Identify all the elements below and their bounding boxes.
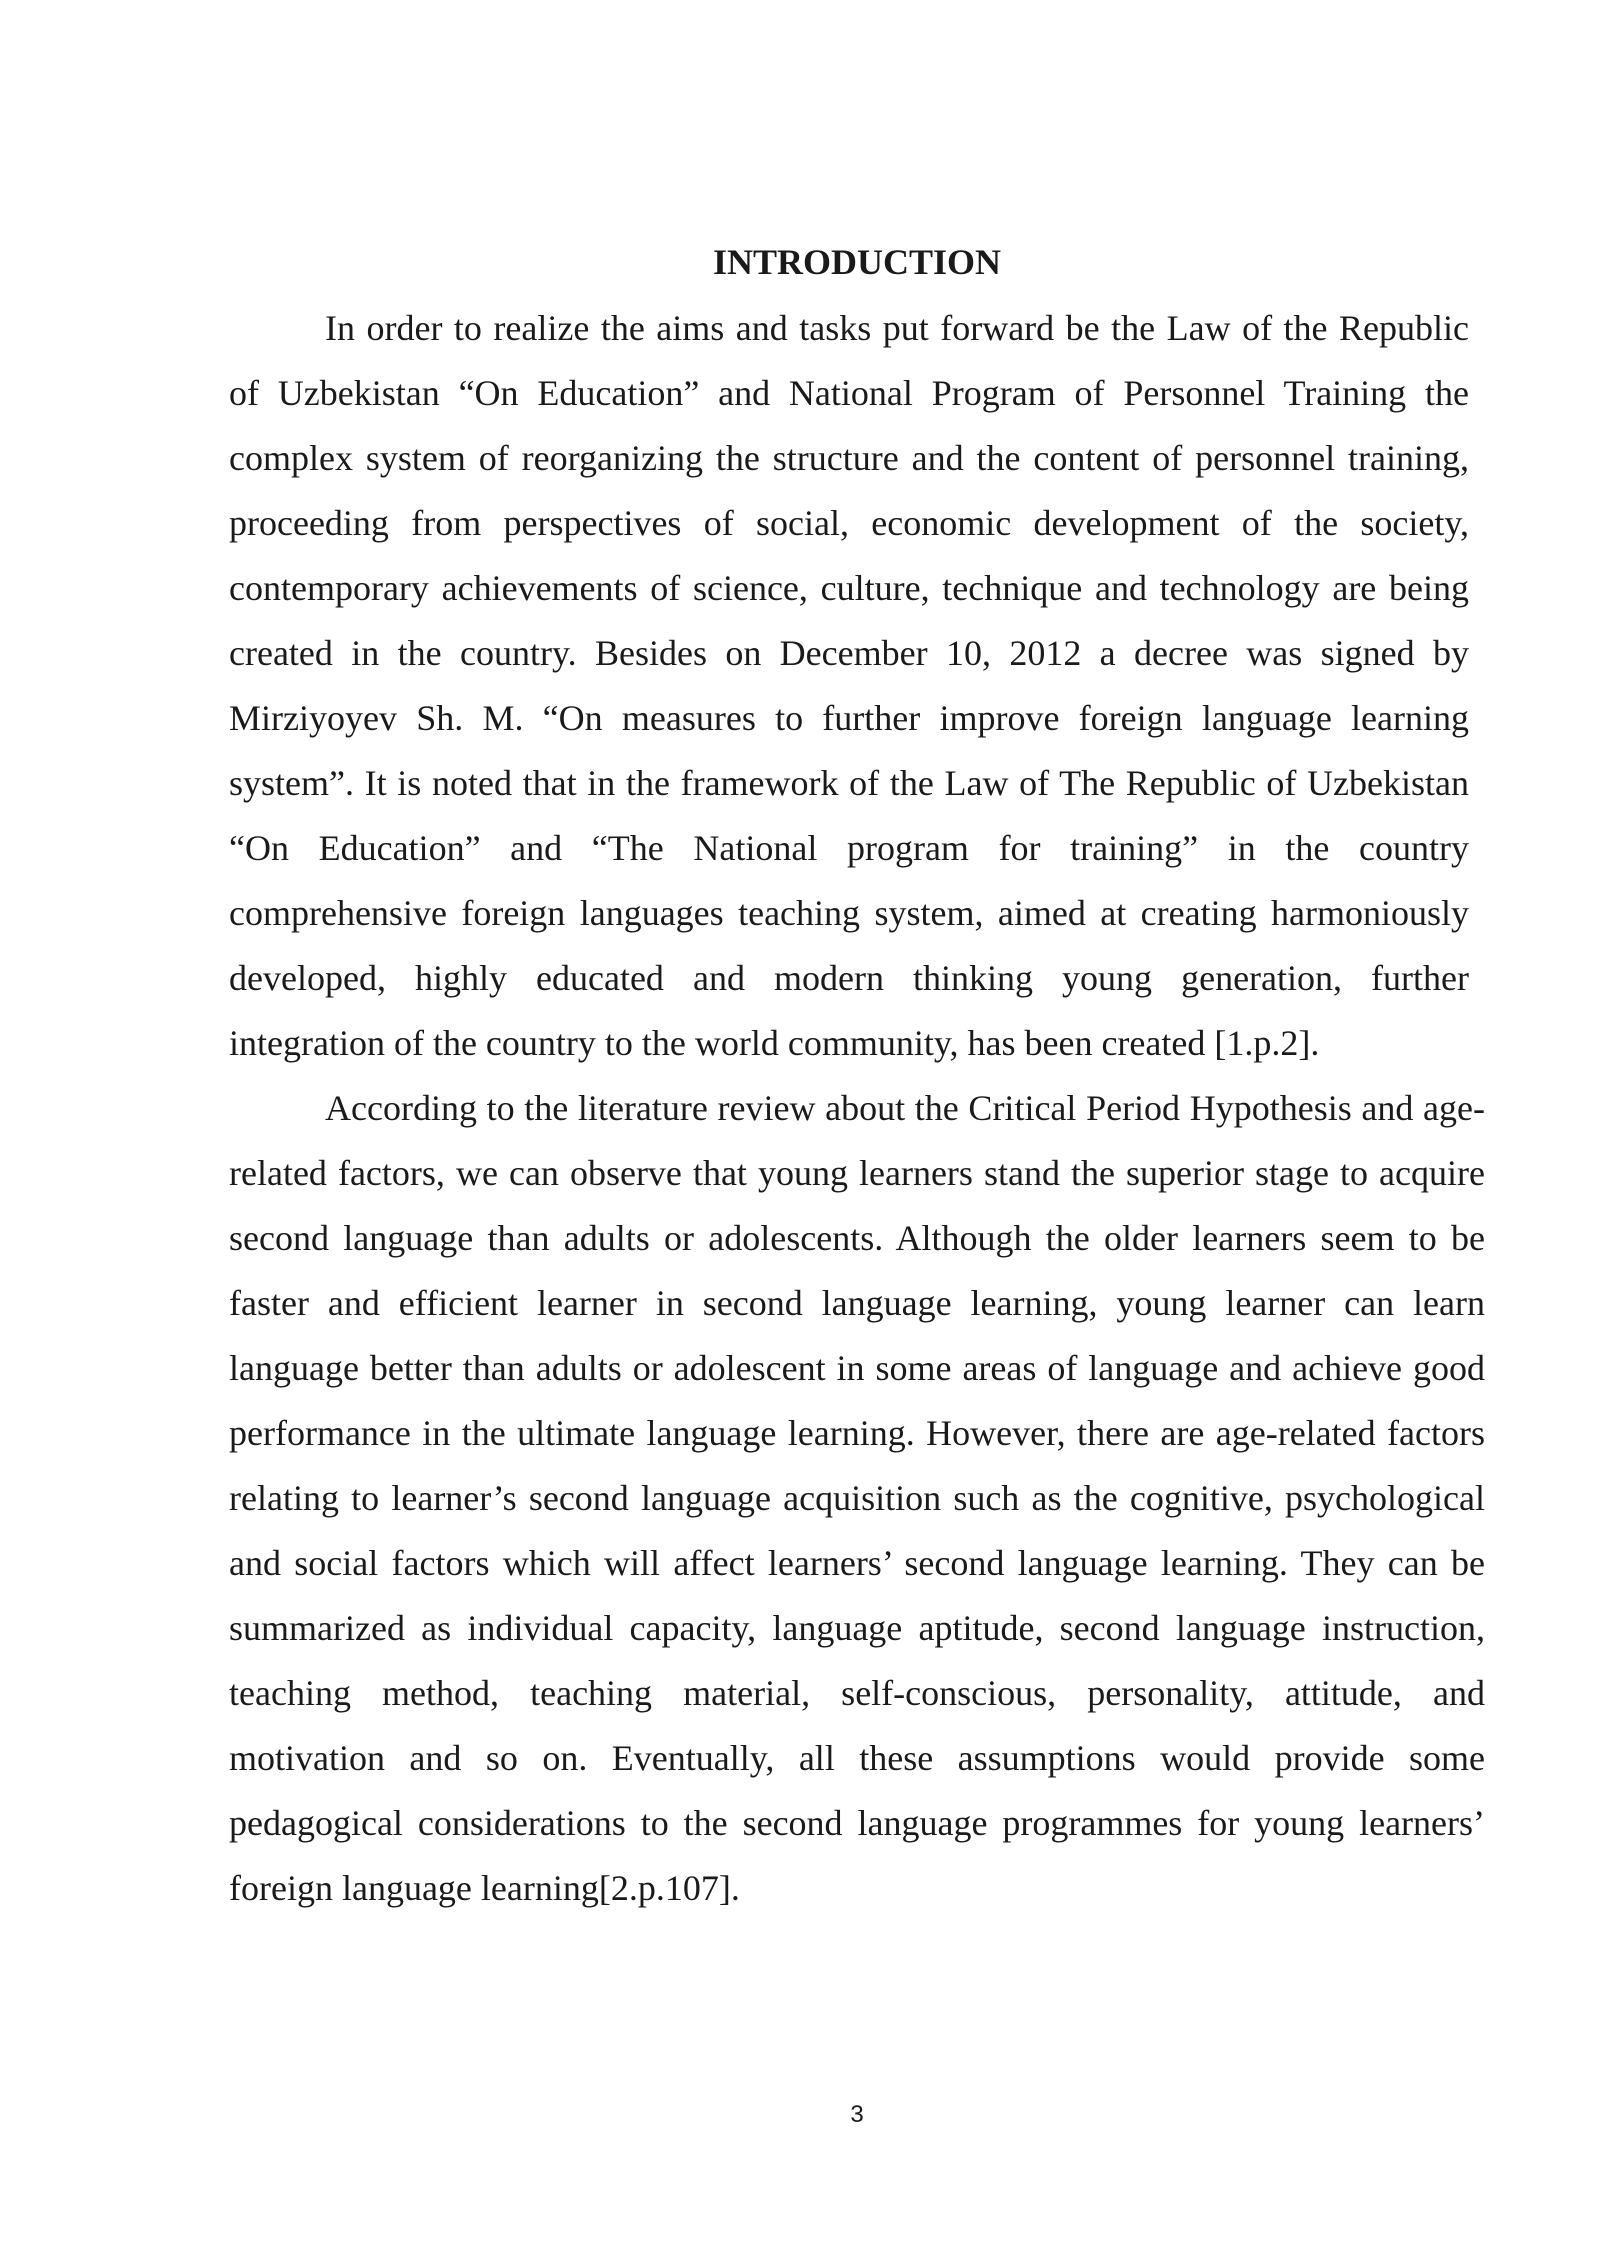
page-title: INTRODUCTION [712,242,1002,282]
paragraph-2: According to the literature review about the Critical Period Hypothesis and age-related factors, we can observe that young learners stand the superior stage to acquire second language than adults or adolescents. Although the older learners seem to be faster and efficient learner in second language learning, young learner can learn language better than adults or adolescent in some areas of language and achieve good performance in the ultimate language learning. However, there are age-related factors relating to learner’s second language acquisition such as the cognitive, psychological and social factors which will affect learners’ second language learning. They can be summarized as individual capacity, language aptitude, second language instruction, teaching method, teaching material, self-conscious, personality, attitude, and motivation and so on. Eventually, all these assumptions would provide some pedagogical considerations to the second language programmes for young learners’ foreign language learning[2.p.107]. [229,1088,1485,1908]
paragraph-1: In order to realize the aims and tasks put forward be the Law of the Republic of Uzbekistan “On Education” and National Program of Personnel Training the complex system of reorganizing the structure and the content of personnel training, proceeding from perspectives of social, economic development of the society, contemporary achievements of science, culture, technique and technology are being created in the country. Besides on December 10, 2012 a decree was signed by Mirziyoyev Sh. M. “On measures to further improve foreign language learning system”. It is noted that in the framework of the Law of The Republic of Uzbekistan “On Education” and “The National program for training” in the country comprehensive foreign languages teaching system, aimed at creating harmoniously developed, highly educated and modern thinking young generation, further integration of the country to the world community, has been created [1.p.2]. [229,308,1469,1063]
body-text [229,296,1485,1921]
page-number: 3 [850,2101,864,2128]
